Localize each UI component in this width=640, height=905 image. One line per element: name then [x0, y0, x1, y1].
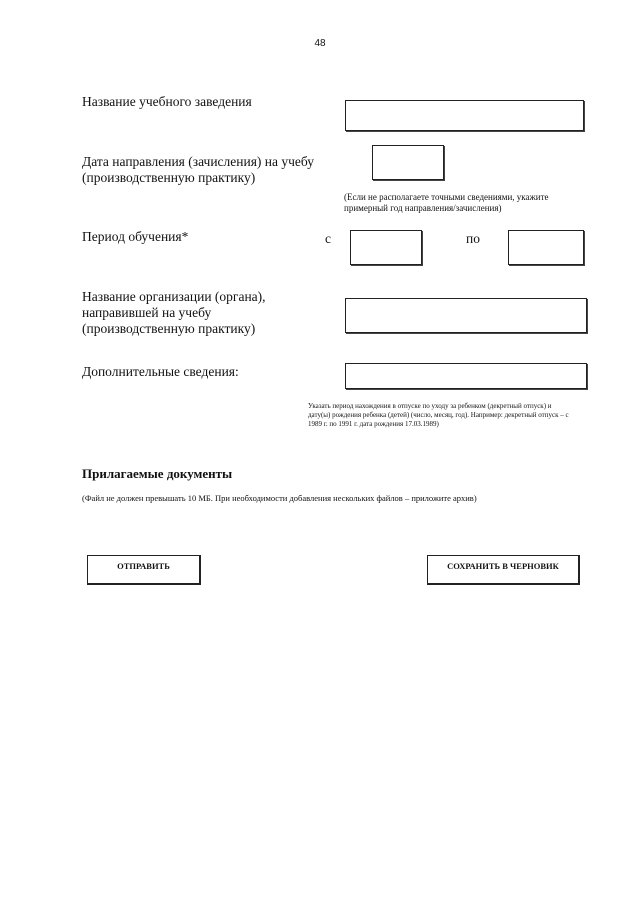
attachments-hint: (Файл не должен превышать 10 МБ. При необходимости добавления нескольких файлов – приложите архив): [82, 493, 477, 503]
period-from-input[interactable]: [350, 230, 422, 265]
study-period-label: Период обучения*: [82, 229, 189, 244]
additional-info-hint: Указать период нахождения в отпуске по уходу за ребенком (декретный отпуск) и дату(ы) рождения ребенка (детей) (число, месяц, год). Например: декретный отпуск – с 1989 г. по 1991 г. дата рождения 17.03.1989): [308, 402, 569, 428]
submit-button[interactable]: ОТПРАВИТЬ: [87, 555, 201, 585]
referral-date-input[interactable]: [372, 145, 444, 180]
attachments-title: Прилагаемые документы: [82, 466, 233, 481]
referral-date-hint: (Если не располагаете точными сведениями, укажите примерный год направления/зачисления): [344, 192, 549, 213]
referral-date-label: Дата направления (зачисления) на учебу (производственную практику): [82, 154, 315, 185]
page-number: 48: [314, 38, 326, 49]
period-from-label: с: [325, 231, 331, 246]
save-draft-button[interactable]: СОХРАНИТЬ В ЧЕРНОВИК: [427, 555, 580, 585]
institution-name-label: Название учебного заведения: [82, 94, 252, 109]
additional-info-label: Дополнительные сведения:: [82, 364, 239, 379]
additional-info-input[interactable]: [345, 363, 587, 389]
institution-name-input[interactable]: [345, 100, 584, 131]
period-to-label: по: [466, 231, 480, 246]
referring-org-label: Название организации (органа), направившей на учебу (производственную практику): [82, 289, 266, 336]
period-to-input[interactable]: [508, 230, 584, 265]
referring-org-input[interactable]: [345, 298, 587, 333]
